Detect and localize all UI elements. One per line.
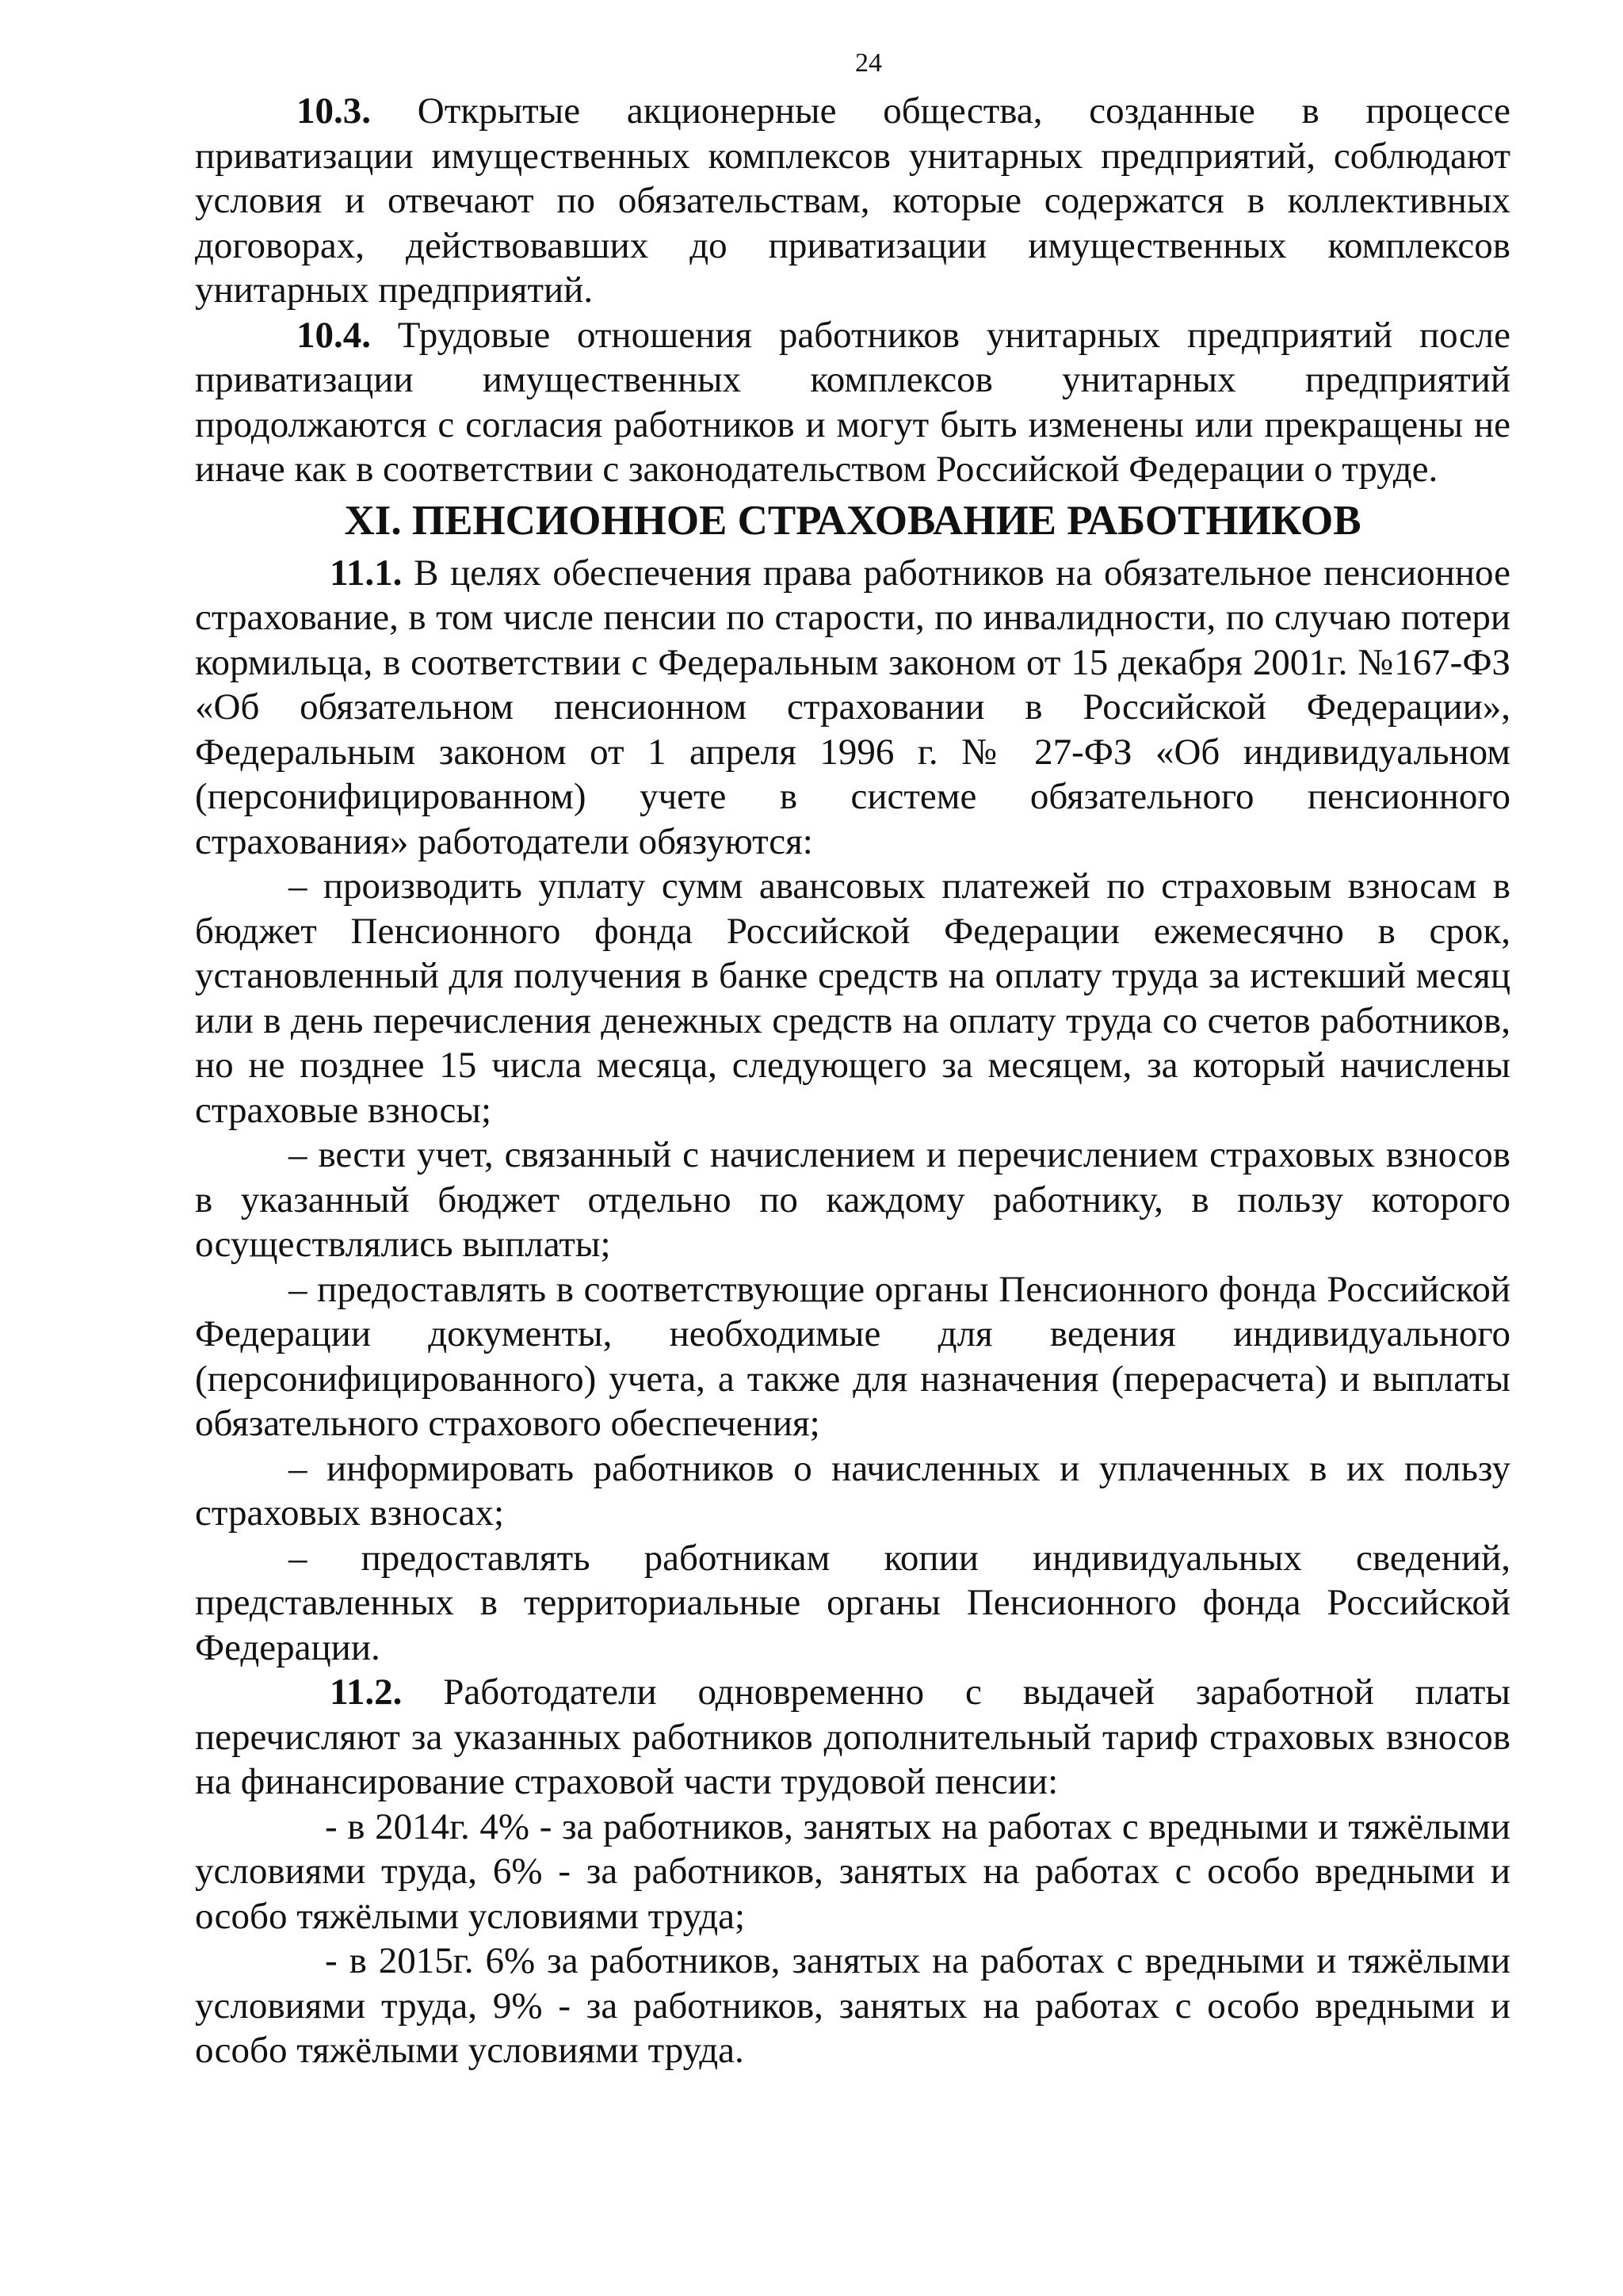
list-item: – вести учет, связанный с начислением и перечислением страховых взносов в указанный бюджет отдельно по каждому работнику, в пользу которого осуществлялись выплаты; [195, 1134, 1510, 1265]
clause-number: 11.2. [330, 1671, 403, 1713]
clause-text: Работодатели одновременно с выдачей заработной платы перечисляют за указанных работников дополнительный тариф страховых взносов на финансирование страховой части трудовой пенсии: [195, 1671, 1510, 1802]
paragraph-11-2 [195, 1670, 1510, 1805]
clause-number: 11.1. [330, 552, 403, 594]
clause-text: В целях обеспечения права работников на обязательное пенсионное страхование, в том числе пенсии по старости, по инвалидности, по случаю потери кормильца, в соответствии с Федеральным законом от 15 декабря 2001г. №167-ФЗ «Об обязательном пенсионном страховании в Российской Федерации», Федеральным законом от 1 апреля 1996 г. № 27-ФЗ «Об индивидуальном (персонифицированном) учете в системе обязательного пенсионного страхования» работодатели обязуются: [195, 552, 1510, 862]
clause-text: Трудовые отношения работников унитарных предприятий после приватизации имущественных комплексов унитарных предприятий продолжаются с согласия работников и могут быть изменены или прекращены не иначе как в соответствии с законодательством Российской Федерации о труде. [195, 314, 1510, 490]
section-heading-xi: XI. ПЕНСИОННОЕ СТРАХОВАНИЕ РАБОТНИКОВ [344, 497, 1361, 544]
list-item: – информировать работников о начисленных и уплаченных в их пользу страховых взносах; [195, 1447, 1510, 1534]
clause-number: 10.3. [296, 90, 371, 132]
list-item: – производить уплату сумм авансовых платежей по страховым взносам в бюджет Пенсионного фонда Российской Федерации ежемесячно в срок, установленный для получения в банке средств на оплату труда за истекший месяц или в день перечисления денежных средств на оплату труда со счетов работников, но не позднее 15 числа месяца, следующего за месяцем, за который начислены страховые взносы; [195, 865, 1510, 1131]
document-page [195, 48, 1510, 2073]
paragraph-10-3 [195, 89, 1510, 313]
clause-number: 10.4. [296, 314, 371, 356]
list-item: - в 2015г. 6% за работников, занятых на работах с вредными и тяжёлыми условиями труда, 9% - за работников, занятых на работах с особо вредными и особо тяжёлыми условиями труда. [195, 1940, 1510, 2071]
list-item: – предоставлять в соответствующие органы Пенсионного фонда Российской Федерации документы, необходимые для ведения индивидуального (персонифицированного) учета, а также для назначения (перерасчета) и выплаты обязательного страхового обеспечения; [195, 1268, 1510, 1444]
list-item: - в 2014г. 4% - за работников, занятых на работах с вредными и тяжёлыми условиями труда, 6% - за работников, занятых на работах с особо вредными и особо тяжёлыми условиями труда; [195, 1805, 1510, 1937]
list-item: – предоставлять работникам копии индивидуальных сведений, представленных в территориальные органы Пенсионного фонда Российской Федерации. [195, 1537, 1510, 1668]
page-number: 24 [855, 48, 882, 78]
paragraph-10-4 [195, 313, 1510, 492]
paragraph-11-1 [195, 551, 1510, 865]
clause-text: Открытые акционерные общества, созданные в процессе приватизации имущественных комплексов унитарных предприятий, соблюдают условия и отвечают по обязательствам, которые содержатся в коллективных договорах, действовавших до приватизации имущественных комплексов унитарных предприятий. [195, 90, 1510, 311]
